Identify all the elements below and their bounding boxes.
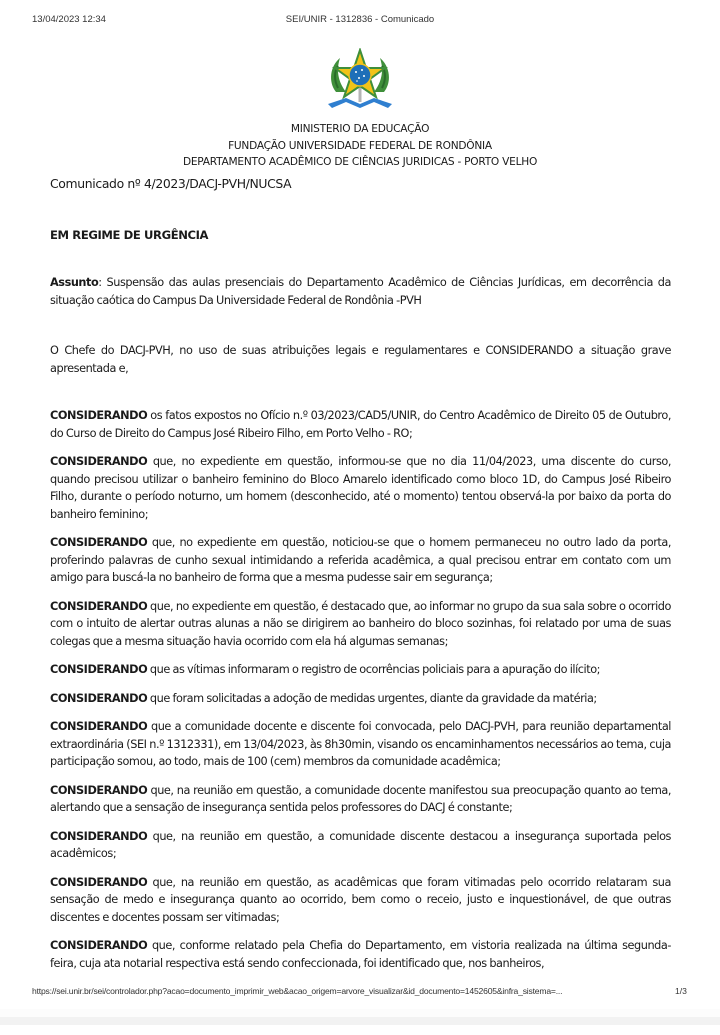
consideration-text: que, no expediente em questão, noticiou-se que o homem permaneceu no outro lado da porta, proferindo palavras de cunho sexual intimidando a referida acadêmica, a qual precisou entrar em contato com um amigo para buscá-la no banheiro de forma que a mesma pudesse sair em segurança;: [50, 536, 671, 585]
consideration-keyword: CONSIDERANDO: [50, 829, 148, 843]
consideration-item: [50, 598, 671, 651]
considerations-list: [50, 407, 671, 983]
consideration-keyword: CONSIDERANDO: [50, 691, 148, 705]
print-header: [0, 14, 720, 28]
consideration-text: que, na reunião em questão, a comunidade discente destacou a insegurança suportada pelos acadêmicos;: [50, 829, 671, 861]
subject-paragraph: [50, 274, 671, 309]
consideration-text: que, no expediente em questão, informou-se que no dia 11/04/2023, uma discente do curso, quando precisou utilizar o banheiro feminino do Bloco Amarelo identificado como bloco 1D, do Campus José Ribeiro Filho, durante o período noturno, um homem (desconhecido, até o momento) tentou observá-la por baixo da porta do banheiro feminino;: [50, 454, 671, 521]
page-separator: [0, 1017, 720, 1025]
consideration-keyword: CONSIDERANDO: [50, 599, 148, 613]
consideration-text: que, na reunião em questão, as acadêmicas que foram vitimadas pelo ocorrido relataram sua sensação de medo e insegurança quanto ao ocorrido, bem como o receio, justo e inquestionável, de que outras discentes e docentes possam ser vitimadas;: [50, 875, 671, 924]
consideration-text: os fatos expostos no Ofício n.º 03/2023/CAD5/UNIR, do Centro Acadêmico de Direito 05 de Outubro, do Curso de Direito do Campus José Ribeiro Filho, em Porto Velho - RO;: [50, 409, 671, 440]
brazil-coat-of-arms-icon: [322, 48, 398, 114]
institution-header: [0, 121, 720, 171]
consideration-item: [50, 782, 671, 817]
consideration-item: [50, 690, 671, 708]
page-edge: [0, 1009, 720, 1017]
consideration-item: [50, 937, 671, 972]
consideration-item: [50, 534, 671, 587]
page-indicator: 1/3: [675, 986, 687, 996]
consideration-keyword: CONSIDERANDO: [50, 454, 148, 468]
subject-text: : Suspensão das aulas presenciais do Departamento Acadêmico de Ciências Jurídicas, em decorrência da situação caótica do Campus Da Universidade Federal de Rondônia -PVH: [50, 276, 671, 307]
consideration-text: que as vítimas informaram o registro de ocorrências policiais para a apuração do ilícito;: [147, 663, 601, 677]
intro-text: O Chefe do DACJ-PVH, no uso de suas atribuições legais e regulamentares e CONSIDERANDO a situação grave apresentada e,: [50, 344, 671, 375]
consideration-keyword: CONSIDERANDO: [50, 663, 148, 677]
print-footer: [0, 986, 720, 1000]
print-title: SEI/UNIR - 1312836 - Comunicado: [285, 14, 435, 25]
consideration-item: [50, 453, 671, 523]
ministry-name: MINISTERIO DA EDUCAÇÃO: [290, 123, 430, 135]
print-datetime: 13/04/2023 12:34: [32, 14, 106, 25]
consideration-keyword: CONSIDERANDO: [50, 409, 148, 422]
document-number: Comunicado nº 4/2023/DACJ-PVH/NUCSA: [50, 176, 292, 191]
urgency-heading: EM REGIME DE URGÊNCIA: [50, 228, 209, 242]
consideration-keyword: CONSIDERANDO: [50, 720, 148, 734]
university-name: FUNDAÇÃO UNIVERSIDADE FEDERAL DE RONDÔNIA: [228, 139, 492, 152]
consideration-keyword: CONSIDERANDO: [50, 875, 148, 889]
print-url[interactable]: https://sei.unir.br/sei/controlador.php?acao=documento_imprimir_web&acao_origem=arvore_visualizar&id_documento=1452605&infra_sistema=...: [32, 986, 563, 996]
consideration-item: [50, 661, 671, 679]
consideration-item: [50, 874, 671, 927]
consideration-keyword: CONSIDERANDO: [50, 783, 148, 797]
consideration-item: [50, 828, 671, 863]
consideration-item: [50, 718, 671, 771]
consideration-text: que, na reunião em questão, a comunidade docente manifestou sua preocupação quanto ao tema, alertando que a sensação de insegurança sentida pelos professores do DACJ é constante;: [50, 783, 671, 815]
intro-paragraph: [50, 342, 671, 377]
consideration-keyword: CONSIDERANDO: [50, 939, 148, 953]
consideration-text: que, conforme relatado pela Chefia do Departamento, em vistoria realizada na última segunda-feira, cuja ata notarial respectiva está sendo confeccionada, foi identificado que, nos banheiros,: [50, 939, 671, 970]
consideration-item: [50, 407, 671, 442]
consideration-text: que a comunidade docente e discente foi convocada, pelo DACJ-PVH, para reunião departamental extraordinária (SEI n.º 1312331), em 13/04/2023, às 8h30min, visando os encaminhamentos necessários ao tema, cuja participação somou, ao todo, mais de 100 (cem) membros da comunidade acadêmica;: [50, 720, 671, 769]
consideration-text: que foram solicitadas a adoção de medidas urgentes, diante da gravidade da matéria;: [147, 691, 597, 705]
subject-label: Assunto: [50, 276, 99, 289]
consideration-keyword: CONSIDERANDO: [50, 536, 148, 550]
department-name: DEPARTAMENTO ACADÊMICO DE CIÊNCIAS JURIDICAS - PORTO VELHO: [182, 156, 538, 168]
consideration-text: que, no expediente em questão, é destacado que, ao informar no grupo da sua sala sobre o ocorrido com o intuito de alertar outras alunas a não se dirigirem ao banheiro do bloco sozinhas, foi relatado por uma de suas colegas que a mesma situação havia ocorrido com ela há algumas semanas;: [50, 599, 671, 648]
